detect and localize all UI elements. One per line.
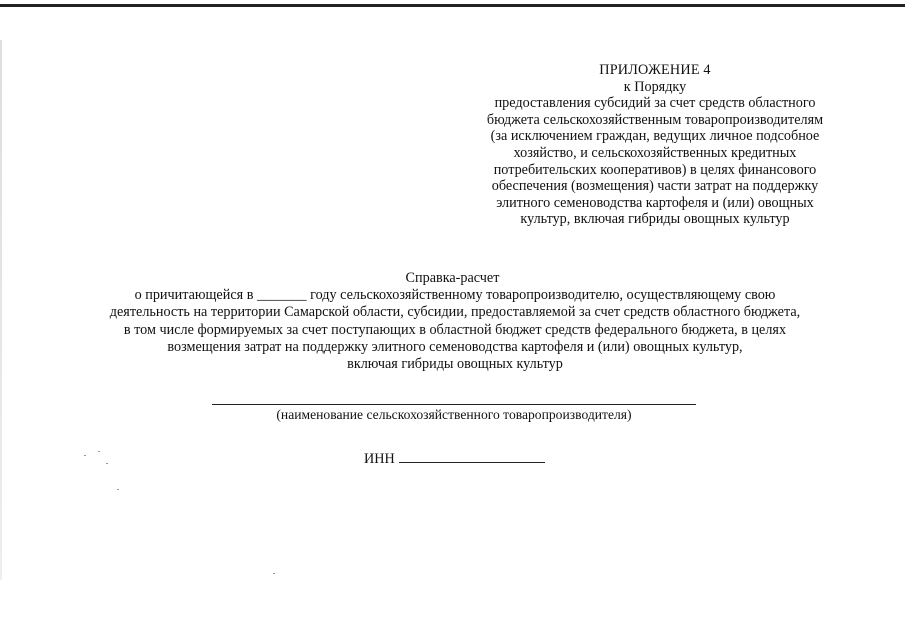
document-title: Справка-расчет [405,270,500,286]
scan-speck [98,451,100,452]
inn-underline [399,450,545,463]
document-body-line: в том числе формируемых за счет поступающих в областной бюджет средств федерального бюджета, в целях [123,321,787,338]
scan-left-edge [0,40,2,580]
appendix-line: культур, включая гибриды овощных культур [520,211,790,228]
appendix-line: обеспечения (возмещения) части затрат на поддержку [491,178,819,195]
appendix-header [440,62,870,228]
appendix-title: ПРИЛОЖЕНИЕ 4 [599,62,711,78]
document-body-line: включая гибриды овощных культур [347,356,563,373]
producer-name-underline [212,404,696,405]
page-top-border [0,4,905,7]
document-body-line: деятельность на территории Самарской области, субсидии, предоставляемой за счет средств областного бюджета, [109,304,801,321]
appendix-line: к Порядку [623,78,687,95]
appendix-line: бюджета сельскохозяйственным товаропроизводителям [486,111,824,128]
document-body-line: возмещения затрат на поддержку элитного семеноводства картофеля и (или) овощных культур, [167,338,743,355]
appendix-line: потребительских кооперативов) в целях финансового [493,161,817,178]
scan-speck [106,463,108,464]
scan-speck [117,489,119,490]
document-body-line: о причитающейся в _______ году сельскохозяйственному товаропроизводителю, осуществляющему свою [134,287,776,303]
appendix-line: предоставления субсидий за счет средств областного [494,95,816,112]
producer-name-caption: (наименование сельскохозяйственного товаропроизводителя) [276,407,632,422]
scan-speck [273,573,275,574]
appendix-line: хозяйство, и сельскохозяйственных кредитных [513,144,797,161]
inn-label: ИНН [364,451,395,467]
inn-field [364,450,545,468]
appendix-line: (за исключением граждан, ведущих личное подсобное [490,128,820,145]
scan-speck [84,455,86,456]
appendix-line: элитного семеноводства картофеля и (или) овощных [496,194,814,211]
document-body [60,287,850,373]
